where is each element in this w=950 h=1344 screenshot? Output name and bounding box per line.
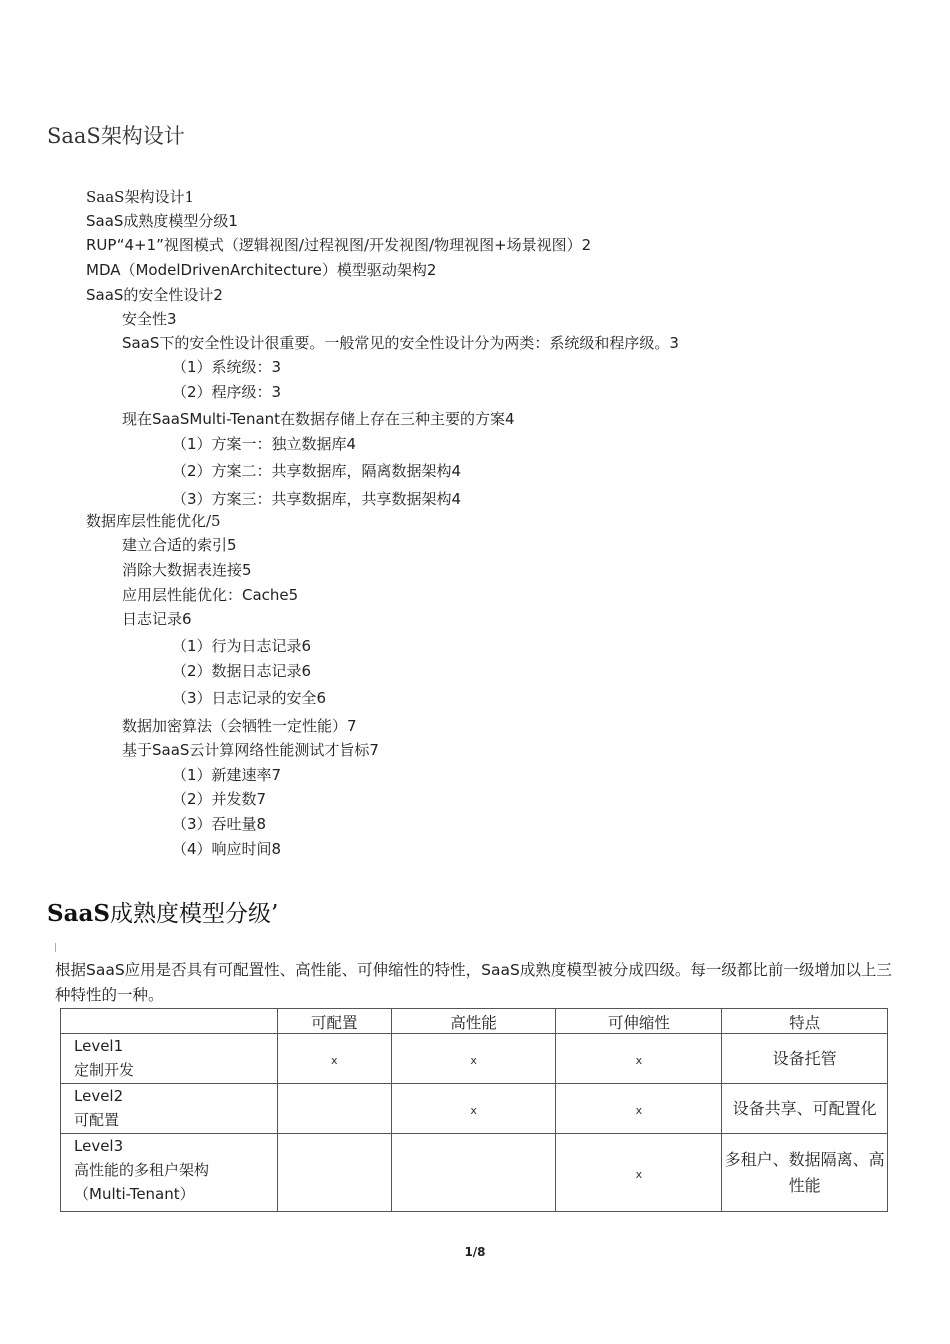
check-mark: x xyxy=(331,1053,338,1067)
toc-entry[interactable]: （3）吞吐量8 xyxy=(172,815,267,833)
toc-entry[interactable]: （3）方案三：共享数据库，共享数据架构4 xyxy=(172,490,462,508)
toc-entry[interactable]: 安全性3 xyxy=(122,310,177,328)
scalable-cell xyxy=(556,1084,722,1134)
feature-cell: 设备托管 xyxy=(722,1034,888,1084)
maturity-level-table xyxy=(60,1008,888,1212)
toc-entry[interactable]: （4）响应时间8 xyxy=(172,840,282,858)
toc-entry[interactable]: SaaS成熟度模型分级1 xyxy=(86,212,238,230)
configurable-cell xyxy=(277,1084,391,1134)
header-cell-scalable: 可伸缩性 xyxy=(556,1009,722,1034)
toc-entry[interactable]: （2）方案二：共享数据库，隔离数据架构4 xyxy=(172,462,462,480)
toc-entry[interactable]: 应用层性能优化：Cache5 xyxy=(122,586,299,604)
level-cell xyxy=(61,1134,278,1212)
page-number: 1/8 xyxy=(464,1245,486,1259)
toc-entry[interactable]: （1）新建速率7 xyxy=(172,766,282,784)
table-row xyxy=(61,1084,888,1134)
toc-entry[interactable]: RUP“4+1”视图模式（逻辑视图/过程视图/开发视图/物理视图+场景视图）2 xyxy=(86,236,592,254)
intro-paragraph: 根据SaaS应用是否具有可配置性、高性能、可伸缩性的特性，SaaS成熟度模型被分成四级。每一级都比前一级增加以上三种特性的一种。 xyxy=(55,961,892,1004)
toc-entry[interactable]: SaaS架构设计1 xyxy=(86,188,194,206)
section-heading xyxy=(47,895,278,928)
scalable-cell xyxy=(556,1034,722,1084)
toc-entry[interactable]: 数据库层性能优化/5 xyxy=(86,512,221,530)
toc-entry[interactable]: 数据加密算法（会牺牲一定性能）7 xyxy=(122,717,357,735)
toc-entry[interactable]: （2）程序级：3 xyxy=(172,383,282,401)
toc-entry[interactable]: （1）行为日志记录6 xyxy=(172,637,312,655)
text-cursor-mark xyxy=(55,943,56,952)
toc-entry[interactable]: （2）并发数7 xyxy=(172,790,267,808)
toc-entry[interactable]: 现在SaaSMulti-Tenant在数据存储上存在三种主要的方案4 xyxy=(122,410,515,428)
performance-cell xyxy=(391,1034,556,1084)
header-cell-configurable: 可配置 xyxy=(277,1009,391,1034)
performance-cell xyxy=(391,1084,556,1134)
level-cell xyxy=(61,1084,278,1134)
check-mark: x xyxy=(635,1167,643,1181)
feature-cell: 设备共享、可配置化 xyxy=(722,1084,888,1134)
toc-entry[interactable]: SaaS的安全性设计2 xyxy=(86,286,223,304)
level-description: 定制开发 xyxy=(74,1061,135,1079)
table-header-row xyxy=(61,1009,888,1034)
level-name: Level1 xyxy=(74,1037,124,1055)
check-mark: x xyxy=(635,1053,643,1067)
level-cell xyxy=(61,1034,278,1084)
level-name: Level3 xyxy=(74,1137,124,1155)
toc-entry[interactable]: 消除大数据表连接5 xyxy=(122,561,252,579)
toc-entry[interactable]: （2）数据日志记录6 xyxy=(172,662,312,680)
configurable-cell xyxy=(277,1034,391,1084)
level-description-extra: （Multi-Tenant） xyxy=(74,1185,195,1203)
toc-entry[interactable]: SaaS下的安全性设计很重要。一般常见的安全性设计分为两类：系统级和程序级。3 xyxy=(122,334,679,352)
header-cell-level xyxy=(61,1009,278,1034)
check-mark: x xyxy=(635,1103,643,1117)
performance-cell xyxy=(391,1134,556,1212)
level-description: 可配置 xyxy=(74,1111,120,1129)
level-name: Level2 xyxy=(74,1087,124,1105)
header-cell-feature: 特点 xyxy=(722,1009,888,1034)
header-cell-performance: 高性能 xyxy=(391,1009,556,1034)
level-description: 高性能的多租户架构 xyxy=(74,1161,210,1179)
table-row xyxy=(61,1034,888,1084)
scalable-cell xyxy=(556,1134,722,1212)
page-title: SaaS架构设计 xyxy=(47,124,185,148)
toc-entry[interactable]: （1）方案一：独立数据库4 xyxy=(172,435,357,453)
feature-cell: 多租户、数据隔离、高性能 xyxy=(722,1134,888,1212)
toc-entry[interactable]: （3）日志记录的安全6 xyxy=(172,689,327,707)
toc-entry[interactable]: 建立合适的索引5 xyxy=(122,536,237,554)
toc-entry[interactable]: 日志记录6 xyxy=(122,610,192,628)
check-mark: x xyxy=(470,1053,477,1067)
configurable-cell xyxy=(277,1134,391,1212)
section-heading-text: 成熟度模型分级’ xyxy=(110,901,279,927)
table-row xyxy=(61,1134,888,1212)
toc-entry[interactable]: 基于SaaS云计算网络性能测试才旨标7 xyxy=(122,741,379,759)
toc-entry[interactable]: MDA（ModelDrivenArchitecture）模型驱动架构2 xyxy=(86,261,437,279)
section-heading-bold: SaaS xyxy=(47,900,111,927)
toc-entry[interactable]: （1）系统级：3 xyxy=(172,358,282,376)
check-mark: x xyxy=(470,1103,477,1117)
